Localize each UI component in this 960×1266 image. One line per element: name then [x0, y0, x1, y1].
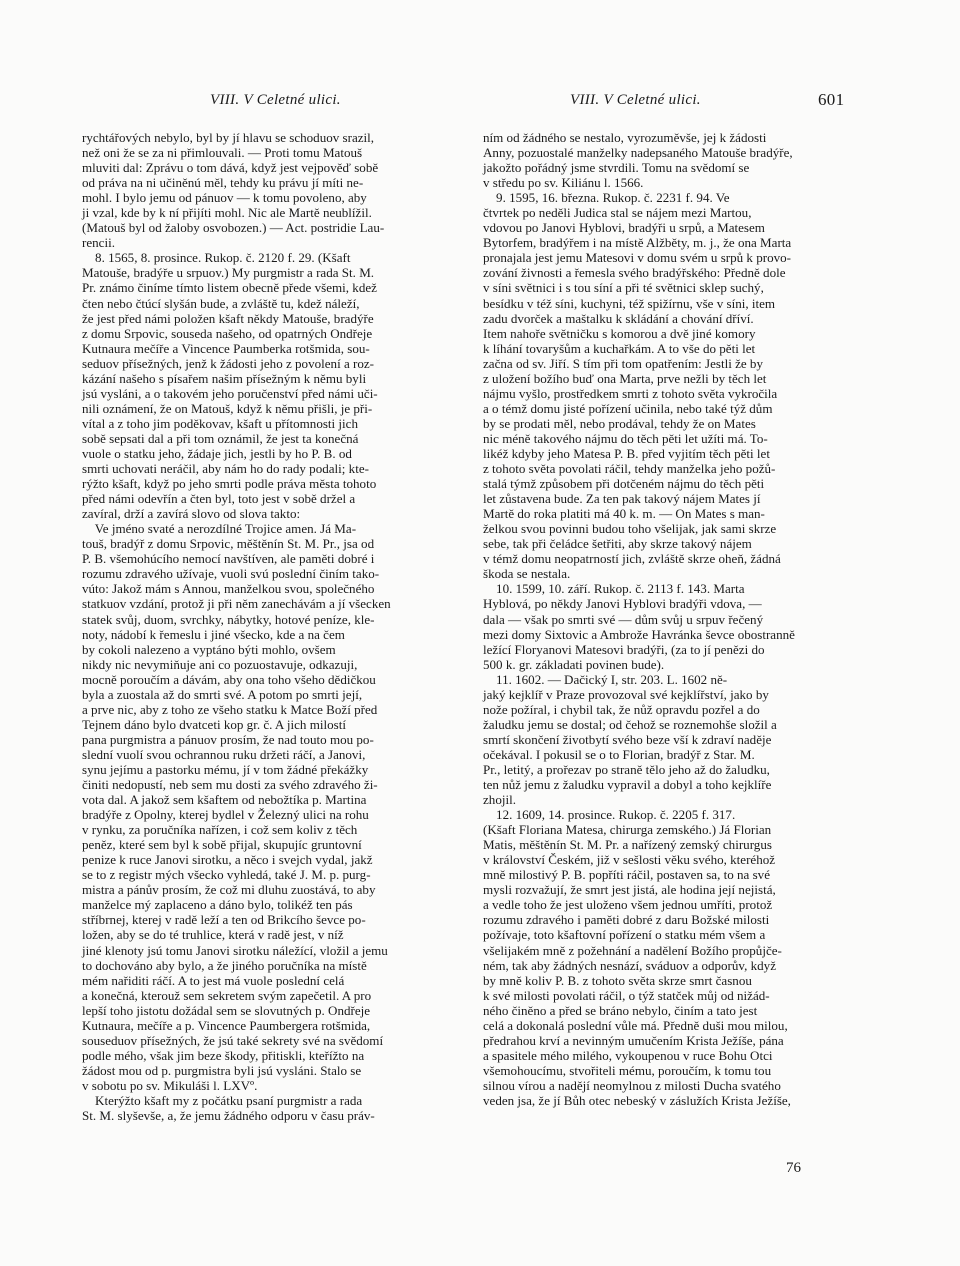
text-line: Kutnaura, mečíře a p. Vincence Paumbergera rotšmida, — [82, 1017, 371, 1033]
text-line: seduov přísežných, jenž k žádosti jeho z povolení a roz- — [82, 355, 375, 371]
text-line: rencii. — [82, 235, 115, 251]
text-line: stalá týmž způsobem při dotčeném nájmu do těch pěti — [483, 476, 765, 492]
text-line: Matis, měštěnín St. M. Pr. a nařízený zemský chirurgus — [483, 837, 772, 853]
text-line: začna od sv. Jiří. S tím při tom opatřením: Jestli že by — [483, 355, 763, 371]
text-line: 10. 1599, 10. září. Rukop. č. 2113 f. 143. Marta — [483, 581, 745, 597]
text-line: všelijakém mně z požehnání a nadělení Božího propůjče- — [483, 942, 782, 958]
text-line: z tohoto světa povolati ráčil, tehdy manželka jeho požů- — [483, 461, 776, 477]
text-line: se to z registr mých všecko vyhledá, také J. M. p. purg- — [82, 867, 371, 883]
text-line: stříbrnej, kterej v radě leží a ten od Brikcího ševce po- — [82, 912, 366, 928]
text-line: to dochováno aby bylo, a že jiného poručníka na místě — [82, 957, 367, 973]
text-line: nože požíral, i chybil tak, že nůž opravdu pozřel a do — [483, 701, 760, 717]
text-line: z uložení božího buď ona Marta, prve nežli by těch let — [483, 370, 767, 386]
text-line: želkou svou povinni budou toho všelijak, jak sami skrze — [483, 521, 777, 537]
right-text-column — [483, 130, 859, 1108]
text-line: zavíral, drží a zavírá slovo od slova takto: — [82, 506, 301, 522]
text-line: k líhání tovaryšům a kuchařkám. A to vše do pěti let — [483, 340, 756, 356]
text-line: 9. 1595, 16. března. Rukop. č. 2231 f. 94. Ve — [483, 190, 730, 206]
text-line: rýžto kšaft, když po jeho smrti podle práva města tohoto — [82, 476, 377, 492]
text-line: z domu Srpovic, souseda našeho, od opatrných Ondřeje — [82, 325, 373, 341]
text-line: by se prodati měl, nebo prodával, tehdy že on Mates — [483, 415, 756, 431]
running-header — [0, 92, 960, 116]
text-line: před námi odevřín a čten byl, toto jest v sobě držel a — [82, 491, 356, 507]
text-line: vuole o statku jeho, žádaje jich, jestli by ho P. B. od — [82, 445, 352, 461]
text-line: vúto: Jakož mám s Annou, manželkou svou, společného — [82, 581, 375, 597]
text-line: manželce mý zaplaceno a dáno bylo, tolikéž ten pás — [82, 897, 353, 913]
text-line: všemohoucímu, stvořiteli mému, poroučím, k tomu tou — [483, 1062, 772, 1078]
text-line: P. B. všemohúcího nemocí navštíven, ale paměti dobré i — [82, 551, 375, 567]
text-line: ložen, aby se do té truhlice, která v radě jest, v níž — [82, 927, 344, 943]
text-line: mluviti dal: Zprávu o tom dává, když jest vejpověď sobě — [82, 160, 379, 176]
text-line: statkuov vzdání, protož ji při něm zanechávám a jí všecken — [82, 596, 391, 612]
text-line: slední vuolí svou ochrannou ruku držeti ráčí, a Janovi, — [82, 746, 366, 762]
text-line: souseduov přísežných, že jsú také sekrety své na svědomí — [82, 1032, 384, 1048]
text-line: veden jsa, že jí Bůh otec nebeský v záslužích Krista Ježíše, — [483, 1093, 791, 1108]
text-line: celá a dokonalá poslední vůle má. Předně duši mou milou, — [483, 1017, 788, 1033]
text-line: statek svůj, duom, svrchky, nábytky, hotové peníze, kle- — [82, 611, 375, 627]
text-line: (Kšaft Floriana Matesa, chirurga zemského.) Já Florian — [483, 822, 772, 838]
text-line: ného činěno a před se bráno nebylo, činím a tato jest — [483, 1002, 758, 1018]
text-line: byla a zuostala až do smrti své. A potom po smrti její, — [82, 686, 363, 702]
header-right-title: VIII. V Celetné ulici. — [570, 92, 701, 108]
text-line: v středu po sv. Kiliánu l. 1566. — [483, 175, 644, 191]
text-line: jsú vysláni, a o takovém jeho poručenství před námi uči- — [82, 385, 378, 401]
text-line: mysli rozvažují, že smrt jest jistá, ale hodina její nejistá, — [483, 882, 776, 898]
text-line: Pr., letitý, a prořezav po straně tělo jeho až do žaludku, — [483, 761, 770, 777]
text-line: Tejnem dáno bylo dvatceti kop gr. č. A jich milostí — [82, 716, 346, 732]
text-line: vítal a z toho jim poděkovav, kšaft u přítomnosti jich — [82, 415, 358, 431]
text-line: Kterýžto kšaft my z počátku psaní purgmistr a rada — [82, 1093, 363, 1108]
text-line: (Matouš byl od žaloby osvobozen.) — Act. postridie Lau- — [82, 220, 385, 236]
text-line: sobě sepsati dal a při tom oznámil, že jest ta konečná — [82, 430, 359, 446]
text-line: Hyblová, po někdy Janovi Hyblovi bradýři vdova, — — [483, 596, 762, 612]
text-line: ji vzal, kde by k ní přijíti mohl. Nic ale Martě neublížil. — [82, 205, 372, 221]
text-line: besídku v též síni, kuchyni, též spižírnu, vše v síni, item — [483, 295, 776, 311]
text-line: Bytorfem, bradýřem i na místě Alžběty, m. j., že ona Marta — [483, 235, 792, 251]
text-line: dala — však po smrti své — dům svůj u srpuv řečený — [483, 611, 764, 627]
text-line: sebe, tak při čeládce šetřiti, aby skrze takový nájem — [483, 536, 752, 552]
text-line: jaký kejklíř v Praze provozoval své kejklířství, jako by — [483, 686, 769, 702]
text-line: očekával. I pokusil se o to Florian, bradýř z Star. M. — [483, 746, 755, 762]
text-line: v síni světnici i s tou síní a při té světnici sklep suchý, — [483, 280, 764, 296]
text-line: silnou vírou a nadějí neomylnou z milosti Ducha svatého — [483, 1077, 781, 1093]
text-line: smrti uchovati neráčil, aby nám ho do rady podali; kte- — [82, 461, 369, 477]
text-line: předrahou krví a nevinným umučením Krista Ježíše, pána — [483, 1032, 784, 1048]
text-line: a spasitele mého milého, vykoupenou v ruce Bohu Otci — [483, 1047, 773, 1063]
text-line: 12. 1609, 14. prosince. Rukop. č. 2205 f. 317. — [483, 807, 736, 823]
text-line: Pr. známo činíme tímto listem obecně přede všemi, kdež — [82, 280, 377, 296]
text-line: vota dal. A jakož sem kšaftem od nebožtíka p. Martina — [82, 792, 367, 808]
text-line: rozumu zdravého i paměti dobré z daru Božské milosti — [483, 912, 770, 928]
text-line: zadu dvorček a maštalku k skládání a chování dříví. — [483, 310, 754, 326]
text-line: Martě do roka platiti má 40 k. m. — On Mates s man- — [483, 506, 765, 522]
signature-mark: 76 — [786, 1160, 801, 1176]
text-line: pana purgmistra a pánuov prosím, že nad touto mou po- — [82, 731, 374, 747]
text-line: St. M. slyševše, a, že jemu žádného odporu v času práv- — [82, 1108, 375, 1124]
text-line: jiné klenoty jsú tomu Janovi sirotku náležící, vložil a jemu — [82, 942, 388, 958]
text-line: by mně koliv P. B. z tohoto světa skrze smrt časnou — [483, 972, 752, 988]
text-line: nikdy nic nevymiňuje ani co pozuostavuje, odkazuji, — [82, 656, 358, 672]
text-line: 11. 1602. — Dačický I, str. 203. L. 1602 ně- — [483, 671, 728, 687]
text-line: peněz, které sem byl k sobě přijal, skupujíc gruntovní — [82, 837, 362, 853]
header-left-title: VIII. V Celetné ulici. — [210, 92, 341, 108]
text-line: mně milostivý P. B. popříti ráčil, postaven sa, to na své — [483, 867, 770, 883]
text-line: 500 k. gr. základati povinen bude). — [483, 656, 665, 672]
text-line: nic méně takového nájmu do těch pěti let užíti má. To- — [483, 430, 768, 446]
text-line: Kutnaura mečíře a Vincence Paumberka rotšmida, sou- — [82, 340, 370, 356]
text-line: čtvrtek po neděli Judica stal se nájem mezi Martou, — [483, 205, 752, 221]
text-line: Matouše, bradýře u srpuov.) My purgmistr a rada St. M. — [82, 265, 375, 281]
text-line: mém nařiditi ráčí. A to jest má vuole poslední celá — [82, 972, 345, 988]
text-line: Ve jméno svaté a nerozdílné Trojice amen. Já Ma- — [82, 521, 357, 537]
text-line: žaludku jemu se dostal; od čehož se roznemohše složil a — [483, 716, 777, 732]
text-line: noty, nádobí k řemeslu i jiné všecko, kde a na čem — [82, 626, 345, 642]
text-line: bradýře z Opolny, kterej bydlel v Železný ulici na rohu — [82, 807, 369, 823]
text-line: a prve nic, aby z toho ze všeho statku k Matce Boží před — [82, 701, 378, 717]
text-line: mocně poroučím a dávám, aby ona toho všeho dědičkou — [82, 671, 376, 687]
text-line: lepší toho jistotu dožádal sem se slovutných p. Ondřeje — [82, 1002, 371, 1018]
left-text-column — [82, 130, 464, 1123]
text-line: pronajala jest jemu Matesovi v domu svém u srpů k provo- — [483, 250, 791, 266]
text-line: mohl. I bylo jemu od pánuov — k tomu povoleno, aby — [82, 190, 367, 206]
text-line: likéž kdyby jeho Matesa P. B. před vyjitím těch pěti let — [483, 445, 770, 461]
page-number: 601 — [818, 90, 845, 109]
text-line: rozumu zdravého užívaje, vuoli svú poslední činím tako- — [82, 566, 380, 582]
text-line: Anny, pozuostalé manželky nadepsaného Matouše bradýře, — [483, 145, 793, 161]
text-line: penize k ruce Janovi sirotku, a něco i svejch vydal, jakž — [82, 852, 373, 868]
text-line: ném, tak aby žádných nesnází, sváduov a odporův, když — [483, 957, 776, 973]
text-line: požívaje, toto kšaftovní pořízení o statku mém všem a — [483, 927, 766, 943]
text-line: rychtářových nebylo, byl by jí hlavu se schoduov srazil, — [82, 130, 375, 145]
text-line: nili oznámení, že on Matouš, když k němu přišli, je při- — [82, 400, 373, 416]
text-line: činiti nedopustí, neb sem mu dosti za svého zdravého ži- — [82, 777, 378, 793]
text-line: smrtí skončení životbytí svého beze vší k zdraví naděje — [483, 731, 772, 747]
text-line: jakožto pořádný jsme stvrdili. Tomu na svědomí se — [483, 160, 750, 176]
text-line: a konečná, kterouž sem sekretem svým zapečetil. A pro — [82, 987, 372, 1003]
text-line: a o témž domu jisté pořízení učinila, nebo také týž dům — [483, 400, 773, 416]
text-line: nájmu vyšlo, prostředkem smrti z tohoto světa vykročila — [483, 385, 778, 401]
text-line: touš, bradýř z domu Srpovic, měštěnín St. M. Pr., jsa od — [82, 536, 375, 552]
text-line: v sobotu po sv. Mikuláši l. LXVº. — [82, 1077, 258, 1093]
text-line: v témž domu neopatrností jich, zvláště skrze oheň, žádná — [483, 551, 781, 567]
text-line: mistra a pánův prosím, že což mi dluhu zuostává, to aby — [82, 882, 376, 898]
text-line: ním od žádného se nestalo, vyrozuměvše, jej k žádosti — [483, 130, 767, 145]
text-line: vdovou po Janovi Hyblovi, bradýři u srpů, a Matesem — [483, 220, 765, 236]
text-line: že jest před námi položen kšaft někdy Matouše, bradýře — [82, 310, 374, 326]
text-line: ležící Floryanovi Matesovi bradýři, (za to jí penězi do — [483, 641, 765, 657]
text-line: synu jejímu a pastorku mému, jí v tom žádné překážky — [82, 761, 369, 777]
text-line: ten nůž jemu z žaludku vypravil a dobyl a toho kejklíře — [483, 777, 772, 793]
text-line: by cokoli nalezeno a vyptáno býti mohlo, ovšem — [82, 641, 336, 657]
text-line: čten nebo čtúcí slyšán bude, a zvláště tu, kdež náleží, — [82, 295, 360, 311]
text-line: zování živnosti a řemesla svého bradýřského: Předně dole — [483, 265, 786, 281]
text-line: let zůstavena bude. Za ten pak takový nájem Mates jí — [483, 491, 761, 507]
text-line: k své milosti povolati ráčil, o týž statček můj od nižád- — [483, 987, 770, 1003]
text-line: Item nahoře světničku s komorou a dvě jiné komory — [483, 325, 756, 341]
text-line: v rynku, za poručníka nařízen, i což sem koliv z těch — [82, 822, 358, 838]
text-line: škoda se nestala. — [483, 566, 571, 582]
text-line: a vedle toho že jest uloženo všem jednou umříti, protož — [483, 897, 773, 913]
text-line: zhojil. — [483, 792, 516, 808]
text-line: než oni že se za ni přimlouvali. — Proti tomu Matouš — [82, 145, 363, 161]
text-line: od práva na ni učiněnú měl, tehdy ku právu jí míti ne- — [82, 175, 364, 191]
text-line: podle mého, však jim beze škody, přitiskli, kteřížto na — [82, 1047, 365, 1063]
text-line: 8. 1565, 8. prosince. Rukop. č. 2120 f. 29. (Kšaft — [82, 250, 351, 266]
text-line: v království Českém, již v sešlosti věku svého, kteréhož — [483, 852, 776, 868]
text-line: kázání našeho s písařem našim přísežným k němu byli — [82, 370, 367, 386]
text-line: žádost mou od p. purgmistra byli jsú vysláni. Stalo se — [82, 1062, 362, 1078]
text-line: mezi domy Sixtovic a Ambrože Havránka ševce obostranně — [483, 626, 795, 642]
